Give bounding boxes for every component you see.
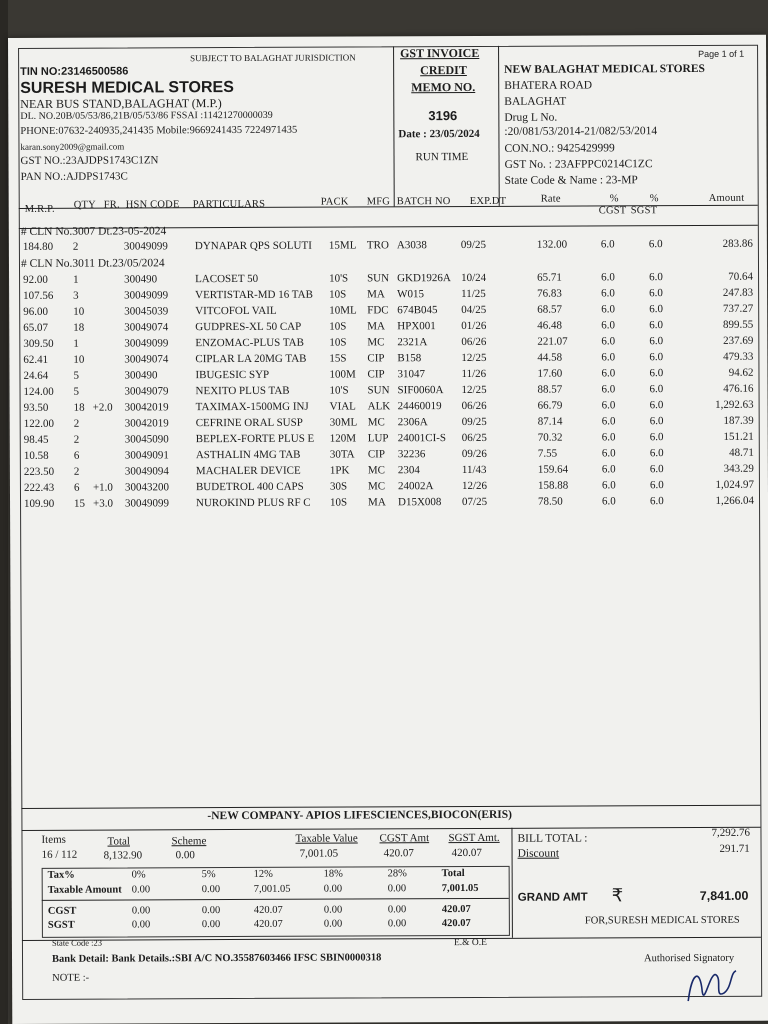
tax-sgst-cell: 0.00 [201,919,221,931]
item-qty: 5 [73,385,80,398]
tax-sgst-cell: 0.00 [131,919,151,931]
item-rate: 7.55 [537,447,558,460]
item-cgst: 6.0 [602,495,616,508]
col-mrp: M.R.P. [24,203,55,215]
item-cgst: 6.0 [601,383,616,396]
item-sgst: 6.0 [649,431,664,444]
item-sgst: 6.0 [649,319,664,332]
item-amount: 70.64 [728,270,754,283]
item-pack: 10ML [329,304,357,317]
bill-total-value: 7,292.76 [711,826,751,839]
item-batch: 24460019 [397,400,442,413]
buyer-drug-label: Drug L No. [504,111,558,124]
signatory: Authorised Signatory [643,952,735,965]
total-label: Total [107,835,130,848]
tax-cgst-cell: 0.00 [131,905,151,917]
item-pack: 30ML [329,416,358,429]
item-name: BEPLEX-FORTE PLUS E [195,432,315,446]
seller-name: SURESH MEDICAL STORES [20,79,234,97]
item-rate: 65.71 [537,271,562,284]
item-mrp: 96.00 [23,305,48,318]
company-note: -NEW COMPANY- APIOS LIFESCIENCES,BIOCON(ERIS) [207,808,513,823]
item-name: VITCOFOL VAIL [195,304,277,318]
item-sgst: 6.0 [649,271,663,284]
item-amount: 343.29 [723,462,754,475]
item-sgst: 6.0 [649,303,663,316]
item-name: MACHALER DEVICE [195,464,301,478]
item-batch: 2304 [397,464,420,477]
item-pack: 15ML [328,239,357,252]
item-sgst: 6.0 [649,383,664,396]
tax-taxable-cell: 0.00 [323,883,343,895]
bill-total-label: BILL TOTAL : [517,832,588,845]
sgst-label: SGST Amt. [448,831,500,845]
item-free: +1.0 [92,481,113,494]
item-amount: 48.71 [729,446,754,459]
table-edge [0,0,8,1024]
tax-cgst-cell: 0.00 [387,904,407,916]
item-exp: 10/24 [461,271,487,285]
item-mfg: SUN [367,384,390,397]
item-rate: 132.00 [536,238,568,251]
taxable-value: 7,001.05 [299,847,339,860]
seller-pan: PAN NO.:AJDPS1743C [20,170,128,183]
item-cgst: 6.0 [600,238,615,251]
item-name: VERTISTAR-MD 16 TAB [195,288,313,302]
tax-head-cell: 12% [253,868,273,880]
page-indicator: Page 1 of 1 [698,48,745,59]
buyer-state: State Code & Name : 23-MP [504,174,638,187]
item-free: +2.0 [92,401,113,414]
item-qty: 1 [73,273,79,286]
item-mrp: 93.50 [23,401,49,414]
item-rate: 159.64 [537,463,569,476]
item-mrp: 107.56 [23,289,54,302]
item-hsn: 30049094 [124,465,169,478]
item-mfg: TRO [366,239,389,252]
item-mrp: 184.80 [22,240,54,253]
invoice-mode: CREDIT [420,62,467,78]
item-batch: 31047 [397,368,425,381]
item-batch: 24002A [397,480,434,493]
item-pack: 10S [329,320,347,333]
item-amount: 1,266.04 [715,494,755,507]
item-exp: 09/26 [461,447,487,461]
item-mfg: LUP [367,432,389,445]
item-hsn: 30049074 [124,353,169,366]
buyer-con: CON.NO.: 9425429999 [504,142,615,155]
item-qty: 1 [73,337,79,350]
item-batch: HPX001 [397,320,436,333]
tax-head-cell: 18% [323,868,343,880]
cgst-label: CGST Amt [379,832,430,845]
item-qty: 10 [73,353,85,366]
item-rate: 221.07 [537,335,568,348]
challan-label: # CLN No.3007 Dt.23-05-2024 [20,225,167,238]
item-pack: 1PK [329,464,350,477]
col-pack: PACK [320,196,349,208]
item-sgst: 6.0 [649,399,664,412]
item-amount: 187.39 [723,414,754,427]
item-qty: 2 [73,465,80,478]
item-cgst: 6.0 [601,415,616,428]
for-seller: FOR,SURESH MEDICAL STORES [584,914,740,927]
item-batch: 24001CI-S [397,432,447,445]
item-mrp: 98.45 [23,433,49,446]
item-free: +3.0 [93,497,114,510]
item-sgst: 6.0 [649,367,664,380]
item-rate: 68.57 [537,303,562,316]
item-mfg: MC [367,480,386,493]
item-rate: 88.57 [537,383,563,396]
item-amount: 94.62 [728,366,754,379]
item-name: NUROKIND PLUS RF C [196,496,311,510]
item-cgst: 6.0 [601,351,616,364]
item-mfg: CIP [367,368,385,381]
col-amount: Amount [708,192,745,204]
item-exp: 04/25 [461,303,487,317]
item-sgst: 6.0 [649,447,664,460]
item-sgst: 6.0 [649,335,664,348]
seller-gst: GST NO.:23AJDPS1743C1ZN [20,154,159,167]
item-rate: 87.14 [537,415,563,428]
tax-taxable-cell: 0.00 [201,884,221,896]
item-batch: GKD1926A [397,272,451,285]
items-value: 16 / 112 [41,848,78,861]
tax-head-cell: 0% [131,869,146,881]
table-row [10,495,768,514]
item-qty: 2 [72,240,79,253]
item-amount: 283.86 [722,237,753,250]
item-qty: 6 [73,449,80,462]
invoice-type: GST INVOICE [400,45,480,61]
item-qty: 2 [73,433,80,446]
item-name: ENZOMAC-PLUS TAB [195,336,304,350]
tax-cgst-cell: 420.07 [253,904,283,916]
item-exp: 12/25 [461,383,487,397]
item-exp: 12/26 [461,479,488,493]
item-name: NEXITO PLUS TAB [195,384,290,398]
item-name: IBUGESIC SYP [195,368,270,382]
item-hsn: 30042019 [124,401,169,414]
buyer-city: BALAGHAT [504,95,567,108]
item-pack: 100M [329,368,356,381]
item-amount: 247.83 [722,286,754,299]
seller-email: karan.sony2009@gmail.com [20,141,125,152]
buyer-road: BHATERA ROAD [504,79,593,92]
col-mfg: MFG [366,196,391,208]
item-batch: 2306A [397,416,428,429]
col-cgst: CGST [598,205,627,217]
item-pack: 10'S [329,272,349,285]
item-hsn: 30049099 [124,337,169,350]
item-mfg: MC [367,336,385,349]
state-code: State Code :23 [51,937,103,948]
item-amount: 737.27 [722,302,754,315]
item-qty: 10 [73,305,85,318]
item-mfg: MA [367,320,386,333]
item-sgst: 6.0 [649,479,664,492]
item-name: LACOSET 50 [195,272,259,286]
item-cgst: 6.0 [601,303,615,316]
item-qty: 3 [73,289,79,302]
tax-sgst-cell: 0.00 [387,918,407,930]
total-value: 8,132.90 [103,849,143,862]
seller-phone: PHONE:07632-240935,241435 Mobile:9669241435 7224971435 [20,124,298,137]
item-mrp: 109.90 [24,497,55,510]
item-cgst: 6.0 [601,463,616,476]
item-qty: 6 [73,481,80,494]
signature-icon [680,961,740,1011]
item-amount: 151.21 [723,430,754,443]
item-hsn: 300490 [124,273,158,286]
run-time: RUN TIME [415,150,469,164]
col-rate: Rate [540,193,561,205]
invoice-date: Date : 23/05/2024 [398,127,480,141]
item-sgst: 6.0 [649,415,664,428]
item-exp: 01/26 [461,319,487,333]
item-hsn: 30042019 [124,417,169,430]
item-pack: 10'S [329,384,349,397]
item-mfg: MC [367,416,385,429]
item-pack: 10S [329,288,347,301]
item-mrp: 223.50 [23,465,55,478]
col-fr: FR. [103,199,120,211]
item-mrp: 122.00 [23,417,54,430]
item-hsn: 30049074 [124,321,169,334]
item-hsn: 30049099 [125,497,170,510]
item-pack: 30TA [329,448,355,461]
item-mrp: 62.41 [23,353,49,366]
item-hsn: 30045039 [124,305,169,318]
item-rate: 17.60 [537,367,563,380]
item-qty: 18 [73,321,85,334]
item-pack: VIAL [329,400,356,413]
tax-cgst-cell: CGST [47,905,77,917]
grand-value: 7,841.00 [699,888,749,903]
tax-head-cell: 5% [201,869,216,881]
item-pack: 120M [329,432,357,445]
item-batch: 32236 [397,448,426,461]
invoice-paper [8,35,768,1024]
item-mfg: MC [367,464,386,477]
item-cgst: 6.0 [601,431,616,444]
item-mrp: 10.58 [23,449,49,462]
tax-sgst-cell: SGST [47,919,75,931]
item-exp: 11/43 [461,463,487,477]
note: NOTE :- [52,972,90,984]
item-exp: 11/26 [461,367,487,381]
item-mrp: 92.00 [23,273,48,286]
item-rate: 66.79 [537,399,563,412]
item-cgst: 6.0 [601,447,616,460]
item-batch: A3038 [396,239,427,252]
col-sgst: SGST [630,205,658,217]
tax-head-cell: Total [441,868,465,880]
item-rate: 70.32 [537,431,563,444]
item-amount: 479.33 [723,350,754,363]
item-qty: 18 [73,401,85,414]
table-row [9,238,767,257]
item-batch: SIF0060A [397,384,444,397]
item-rate: 44.58 [537,351,563,364]
item-cgst: 6.0 [601,287,615,300]
item-hsn: 30045090 [124,433,169,446]
item-batch: B158 [397,352,422,365]
item-mfg: SUN [367,272,390,285]
item-batch: D15X008 [398,496,442,509]
item-exp: 09/25 [461,415,487,429]
item-mrp: 222.43 [23,481,55,494]
item-pack: 30S [329,480,348,493]
item-cgst: 6.0 [601,367,616,380]
item-exp: 07/25 [462,495,488,509]
item-exp: 06/25 [461,431,487,445]
col-batch: BATCH NO [396,196,451,208]
item-pack: 10S [329,336,347,349]
item-exp: 09/25 [460,238,486,252]
item-amount: 899.55 [722,318,754,331]
item-pack: 10S [330,496,348,509]
item-mrp: 124.00 [23,385,54,398]
item-hsn: 30043200 [124,481,169,494]
tax-sgst-cell: 420.07 [441,917,471,930]
item-batch: 674B045 [397,304,438,317]
item-hsn: 30049079 [124,385,169,398]
item-sgst: 6.0 [650,495,664,508]
item-exp: 12/25 [461,351,487,365]
memo-label: MEMO NO. [411,79,476,95]
item-rate: 46.48 [537,319,563,332]
item-cgst: 6.0 [601,319,616,332]
item-sgst: 6.0 [649,463,664,476]
tax-taxable-cell: Taxable Amount [47,884,122,896]
item-name: BUDETROL 400 CAPS [195,480,304,494]
tax-sgst-cell: 420.07 [253,918,283,930]
item-hsn: 30049099 [123,240,168,253]
bank-detail: Bank Detail: Bank Details.:SBI A/C NO.35587603466 IFSC SBIN0000318 [51,952,382,965]
buyer-drug-no: :20/081/53/2014-21/082/53/2014 [504,125,658,138]
item-sgst: 6.0 [649,287,663,300]
item-name: DYNAPAR QPS SOLUTI [194,239,312,253]
items-label: Items [41,833,66,846]
item-name: CEFRINE ORAL SUSP [195,416,303,430]
item-mfg: CIP [367,352,385,365]
item-qty: 2 [73,417,80,430]
item-mfg: MA [367,288,385,301]
col-qty: QTY [73,199,96,211]
item-rate: 158.88 [537,479,569,492]
challan-label: # CLN No.3011 Dt.23/05/2024 [20,257,165,270]
item-batch: 2321A [397,336,428,349]
tax-cgst-cell: 420.07 [441,903,471,916]
tax-cgst-cell: 0.00 [201,905,221,917]
item-qty: 5 [73,369,80,382]
scheme-label: Scheme [171,835,207,848]
item-rate: 76.83 [537,287,562,300]
item-sgst: 6.0 [649,351,664,364]
col-hsn: HSN CODE [125,199,180,211]
tax-sgst-cell: 0.00 [323,918,343,930]
item-hsn: 30049091 [124,449,169,462]
tax-taxable-cell: 0.00 [131,884,151,896]
buyer-name: NEW BALAGHAT MEDICAL STORES [504,62,705,76]
seller-tin: TIN NO:23146500586 [20,65,129,78]
item-exp: 06/26 [461,335,487,349]
item-mfg: CIP [367,448,385,461]
col-particulars: PARTICULARS [192,198,266,211]
tax-taxable-cell: 0.00 [387,883,407,895]
item-amount: 1,024.97 [715,478,754,491]
item-mrp: 24.64 [23,369,49,382]
item-mrp: 65.07 [23,321,49,334]
item-cgst: 6.0 [601,399,616,412]
sgst-value: 420.07 [451,846,482,860]
discount-label: Discount [517,847,560,860]
cgst-value: 420.07 [383,847,414,860]
jurisdiction-note: SUBJECT TO BALAGHAT JURISDICTION [190,52,356,64]
item-exp: 11/25 [461,287,486,301]
buyer-gst: GST No. : 23AFPPC0214C1ZC [504,158,653,171]
col-cgst-pct: % [609,193,619,205]
grand-label: GRAND AMT [517,891,588,904]
item-name: ASTHALIN 4MG TAB [195,448,301,462]
rupee-icon: ₹ [611,885,624,906]
item-exp: 06/26 [461,399,487,413]
eoe: E.& O.E [453,937,487,949]
item-amount: 476.16 [723,382,754,395]
item-rate: 78.50 [538,495,563,508]
col-sgst-pct: % [649,193,659,205]
item-mfg: MA [368,496,386,509]
item-amount: 237.69 [723,334,754,347]
scheme-value: 0.00 [175,849,195,862]
item-name: TAXIMAX-1500MG INJ [195,400,309,414]
col-exp: EXP.DT [469,195,507,207]
item-pack: 15S [329,352,347,365]
item-hsn: 300490 [124,369,158,382]
item-mfg: ALK [367,400,391,413]
tax-head-cell: Tax% [47,869,75,881]
tax-taxable-cell: 7,001.05 [253,883,291,895]
item-cgst: 6.0 [601,479,616,492]
item-qty: 15 [74,497,86,510]
item-name: CIPLAR LA 20MG TAB [195,352,307,366]
item-amount: 1,292.63 [715,398,754,411]
taxable-label: Taxable Value [295,832,358,845]
tax-taxable-cell: 7,001.05 [441,882,479,895]
item-hsn: 30049099 [124,289,169,302]
item-cgst: 6.0 [601,335,616,348]
item-sgst: 6.0 [648,238,663,251]
tax-head-cell: 28% [387,868,407,880]
invoice-number: 3196 [428,108,458,124]
seller-address: NEAR BUS STAND,BALAGHAT (M.P.) [20,96,222,111]
seller-dl: DL. NO.20B/05/53/86,21B/05/53/86 FSSAI :11421270000039 [20,109,273,122]
discount-value: 291.71 [719,842,750,855]
tax-cgst-cell: 0.00 [323,904,343,916]
item-name: GUDPRES-XL 50 CAP [195,320,302,334]
item-cgst: 6.0 [601,271,615,284]
item-mfg: FDC [367,304,389,317]
item-batch: W015 [397,288,425,301]
item-mrp: 309.50 [23,337,54,350]
